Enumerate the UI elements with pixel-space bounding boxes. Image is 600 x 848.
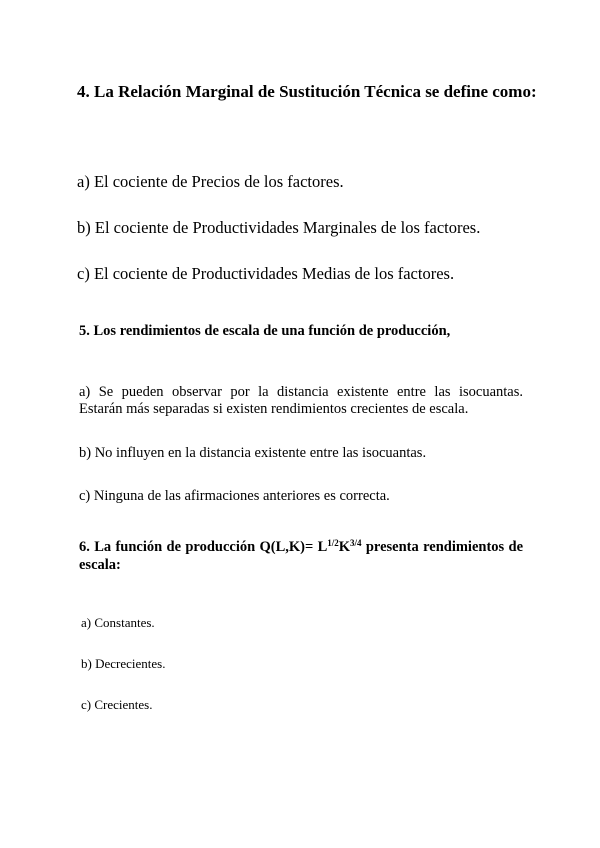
question-6-option-c: c) Crecientes. <box>81 697 153 712</box>
question-4-option-b: b) El cociente de Productividades Marginales de los factores. <box>77 218 481 237</box>
question-4-option-c: c) El cociente de Productividades Medias de los factores. <box>77 264 455 283</box>
question-5-option-a-line-1: a) Se pueden observar por la distancia existente entre las isocuantas. <box>79 384 523 400</box>
question-4-title: 4. La Relación Marginal de Sustitución Técnica se define como: <box>77 82 537 101</box>
question-5-option-c: c) Ninguna de las afirmaciones anteriores es correcta. <box>79 488 390 504</box>
question-6-title <box>79 539 523 556</box>
question-5-option-a-line-2: Estarán más separadas si existen rendimientos crecientes de escala. <box>79 401 469 417</box>
question-4-option-a: a) El cociente de Precios de los factores. <box>77 172 344 191</box>
question-6-option-b: b) Decrecientes. <box>81 656 166 671</box>
question-6-title-k: K <box>338 539 351 555</box>
question-6-title-suffix: presenta rendimientos de <box>361 539 524 555</box>
question-6-title-prefix: 6. La función de producción Q(L,K)= L <box>79 539 328 555</box>
question-5-title: 5. Los rendimientos de escala de una función de producción, <box>79 323 451 339</box>
question-5-option-b: b) No influyen en la distancia existente entre las isocuantas. <box>79 445 427 461</box>
exponent-k: 3/4 <box>350 538 362 549</box>
question-6-option-a: a) Constantes. <box>81 615 155 630</box>
question-6-title-line-2: escala: <box>79 557 121 573</box>
exponent-l: 1/2 <box>327 538 339 549</box>
